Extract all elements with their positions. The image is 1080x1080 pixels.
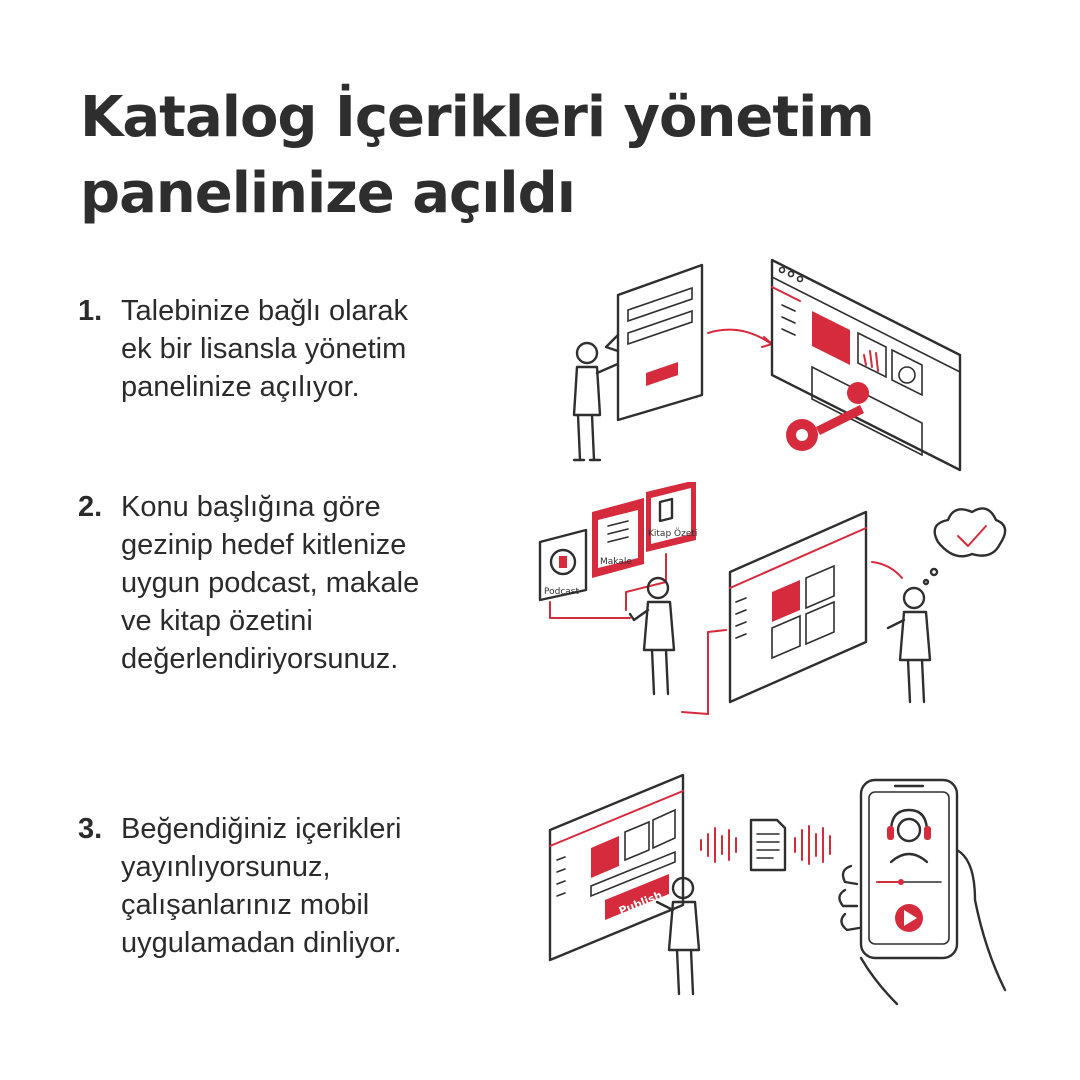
step-number: 1. — [78, 295, 103, 327]
catalog-window — [730, 512, 866, 702]
step-line: ek bir lisansla yönetim — [121, 333, 407, 365]
step-line: yayınlıyorsunuz, — [121, 851, 331, 883]
illustration-browse-content — [530, 482, 1020, 727]
podcast-card-label: Podcast — [544, 587, 580, 597]
publish-button-label: Publish — [616, 888, 665, 918]
step-line: Konu başlığına göre — [121, 491, 381, 523]
step-number: 3. — [78, 813, 103, 845]
step-line: ve kitap özetini — [121, 605, 313, 637]
step-text — [121, 810, 501, 962]
flow-arrow — [682, 630, 726, 714]
article-card — [592, 498, 644, 578]
thought-cloud — [924, 508, 1005, 584]
step-line: uygulamadan dinliyor. — [121, 927, 402, 959]
title-line-1: Katalog İçerikleri yönetim — [80, 85, 874, 150]
key-icon — [786, 405, 864, 451]
podcast-card — [540, 530, 586, 600]
keyhole-icon — [847, 382, 869, 404]
step-line: Beğendiğiniz içerikleri — [121, 813, 402, 845]
article-card-label: Makale — [600, 557, 632, 567]
illustration-license-access — [560, 255, 1030, 475]
step-line: çalışanlarınız mobil — [121, 889, 370, 921]
step-line: değerlendiriyorsunuz. — [121, 643, 399, 675]
summary-card — [646, 482, 697, 552]
document-icon — [751, 820, 785, 870]
person-figure — [888, 588, 930, 702]
flow-arrow — [872, 562, 902, 578]
page-title — [80, 80, 1000, 232]
title-line-2: panelinize açıldı — [80, 161, 575, 226]
step-number: 2. — [78, 491, 103, 523]
step-line: Talebinize bağlı olarak — [121, 295, 408, 327]
mobile-phone — [861, 780, 957, 958]
step-text — [121, 292, 501, 406]
publish-window — [550, 775, 683, 960]
summary-card-label: Kitap Özeti — [648, 529, 698, 539]
step-text — [121, 488, 501, 678]
step-line: panelinize açılıyor. — [121, 371, 360, 403]
play-icon — [895, 904, 923, 932]
step-line: gezinip hedef kitlenize — [121, 529, 407, 561]
person-figure — [630, 578, 674, 694]
flow-arrow — [708, 330, 770, 343]
step-line: uygun podcast, makale — [121, 567, 420, 599]
illustration-publish-listen — [545, 770, 1020, 1010]
form-popup — [606, 265, 702, 420]
